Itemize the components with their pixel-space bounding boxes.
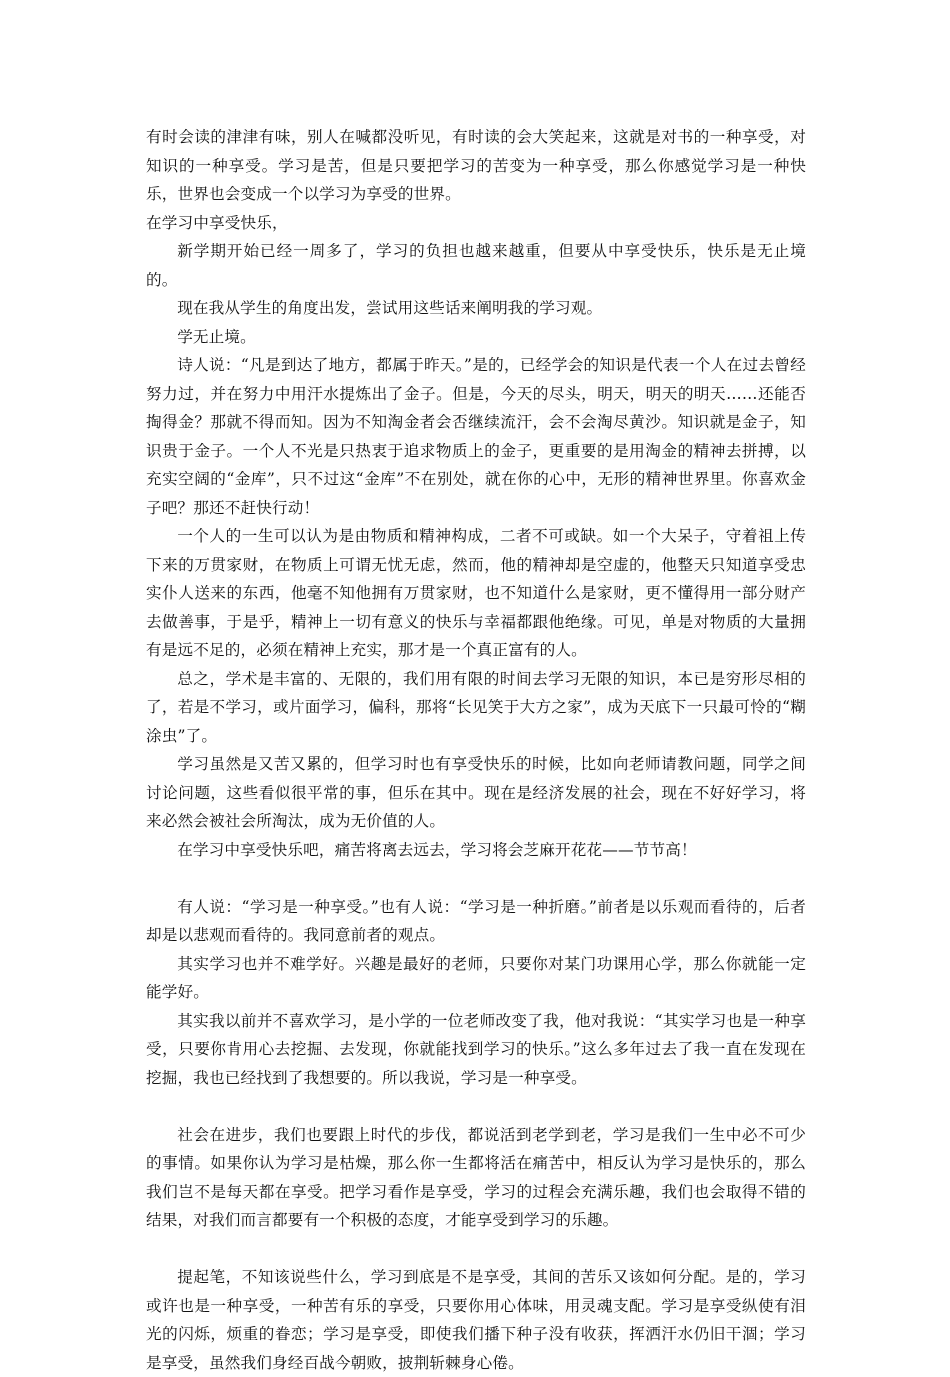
paragraph-11: 有人说：“学习是一种享受。”也有人说：“学习是一种折磨。”前者是以乐观而看待的，后者却是以悲观而看待的。我同意前者的观点。: [146, 897, 806, 944]
paragraph-12: 其实学习也并不难学好。兴趣是最好的老师，只要你对某门功课用心学，那么你就能一定能学好。: [146, 954, 806, 1001]
blank-line: [146, 1235, 806, 1264]
paragraph-13: 其实我以前并不喜欢学习，是小学的一位老师改变了我，他对我说：“其实学习也是一种享受，只要你肯用心去挖掘、去发现，你就能找到学习的快乐。”这么多年过去了我一直在发现在挖掘，我也已经找到了我想要的。所以我说，学习是一种享受。: [146, 1011, 806, 1087]
paragraph-8: 总之，学术是丰富的、无限的，我们用有限的时间去学习无限的知识，本已是穷形尽相的了，若是不学习，或片面学习，偏科，那将“长见笑于大方之家”，成为天底下一只最可怜的“糊涂虫”了。: [146, 669, 806, 745]
blank-line: [146, 864, 806, 893]
paragraph-5: 学无止境。: [177, 327, 256, 346]
paragraph-4: 现在我从学生的角度出发，尝试用这些话来阐明我的学习观。: [177, 299, 603, 317]
paragraph-2: 在学习中享受快乐，: [146, 213, 288, 232]
paragraph-9: 学习虽然是又苦又累的，但学习时也有享受快乐的时候，比如向老师请教问题，同学之间讨论问题，这些看似很平常的事，但乐在其中。现在是经济发展的社会，现在不好好学习，将来必然会被社会所淘汰，成为无价值的人。: [146, 755, 806, 830]
paragraph-1: 有时会读的津津有味，别人在喊都没听见，有时读的会大笑起来，这就是对书的一种享受，对知识的一种享受。学习是苦，但是只要把学习的苦变为一种享受，那么你感觉学习是一种快乐，世界也会变成一个以学习为享受的世界。: [146, 128, 806, 203]
blank-line: [146, 1092, 806, 1121]
paragraph-14: 社会在进步，我们也要跟上时代的步伐，都说活到老学到老，学习是我们一生中必不可少的事情。如果你认为学习是枯燥，那么你一生都将活在痛苦中，相反认为学习是快乐的，那么我们岂不是每天都在享受。把学习看作是享受，学习的过程会充满乐趣，我们也会取得不错的结果，对我们而言都要有一个积极的态度，才能享受到学习的乐趣。: [146, 1125, 806, 1229]
paragraph-6: 诗人说：“凡是到达了地方，都属于昨天。”是的，已经学会的知识是代表一个人在过去曾经努力过，并在努力中用汗水提炼出了金子。但是，今天的尽头，明天，明天的明天……还能否掏得金？那就不得而知。因为不知淘金者会否继续流汗，会不会淘尽黄沙。知识就是金子，知识贵于金子。一个人不光是只热衷于追求物质上的金子，更重要的是用淘金的精神去拼搏，以充实空阔的“金库”，只不过这“金库”不在别处，就在你的心中，无形的精神世界里。你喜欢金子吧？那还不赶快行动！: [146, 356, 806, 517]
document-body: [146, 123, 806, 1377]
paragraph-7: 一个人的一生可以认为是由物质和精神构成，二者不可或缺。如一个大呆子，守着祖上传下来的万贯家财，在物质上可谓无忧无虑，然而，他的精神却是空虚的，他整天只知道享受忠实仆人送来的东西，他毫不知他拥有万贯家财，也不知道什么是家财，更不懂得用一部分财产去做善事，于是乎，精神上一切有意义的快乐与幸福都跟他绝缘。可见，单是对物质的大量拥有是远不足的，必须在精神上充实，那才是一个真正富有的人。: [146, 527, 806, 659]
paragraph-10: 在学习中享受快乐吧，痛苦将离去远去，学习将会芝麻开花花——节节高！: [177, 840, 697, 859]
paragraph-3: 新学期开始已经一周多了，学习的负担也越来越重，但要从中享受快乐，快乐是无止境的。: [146, 242, 806, 289]
paragraph-15: 提起笔，不知该说些什么，学习到底是不是享受，其间的苦乐又该如何分配。是的，学习或许也是一种享受，一种苦有乐的享受，只要你用心体味，用灵魂支配。学习是享受纵使有泪光的闪烁，烦重的眷恋；学习是享受，即使我们播下种子没有收获，挥洒汗水仍旧干涸；学习是享受，虽然我们身经百战今朝败，披荆斩棘身心倦。: [146, 1268, 806, 1372]
